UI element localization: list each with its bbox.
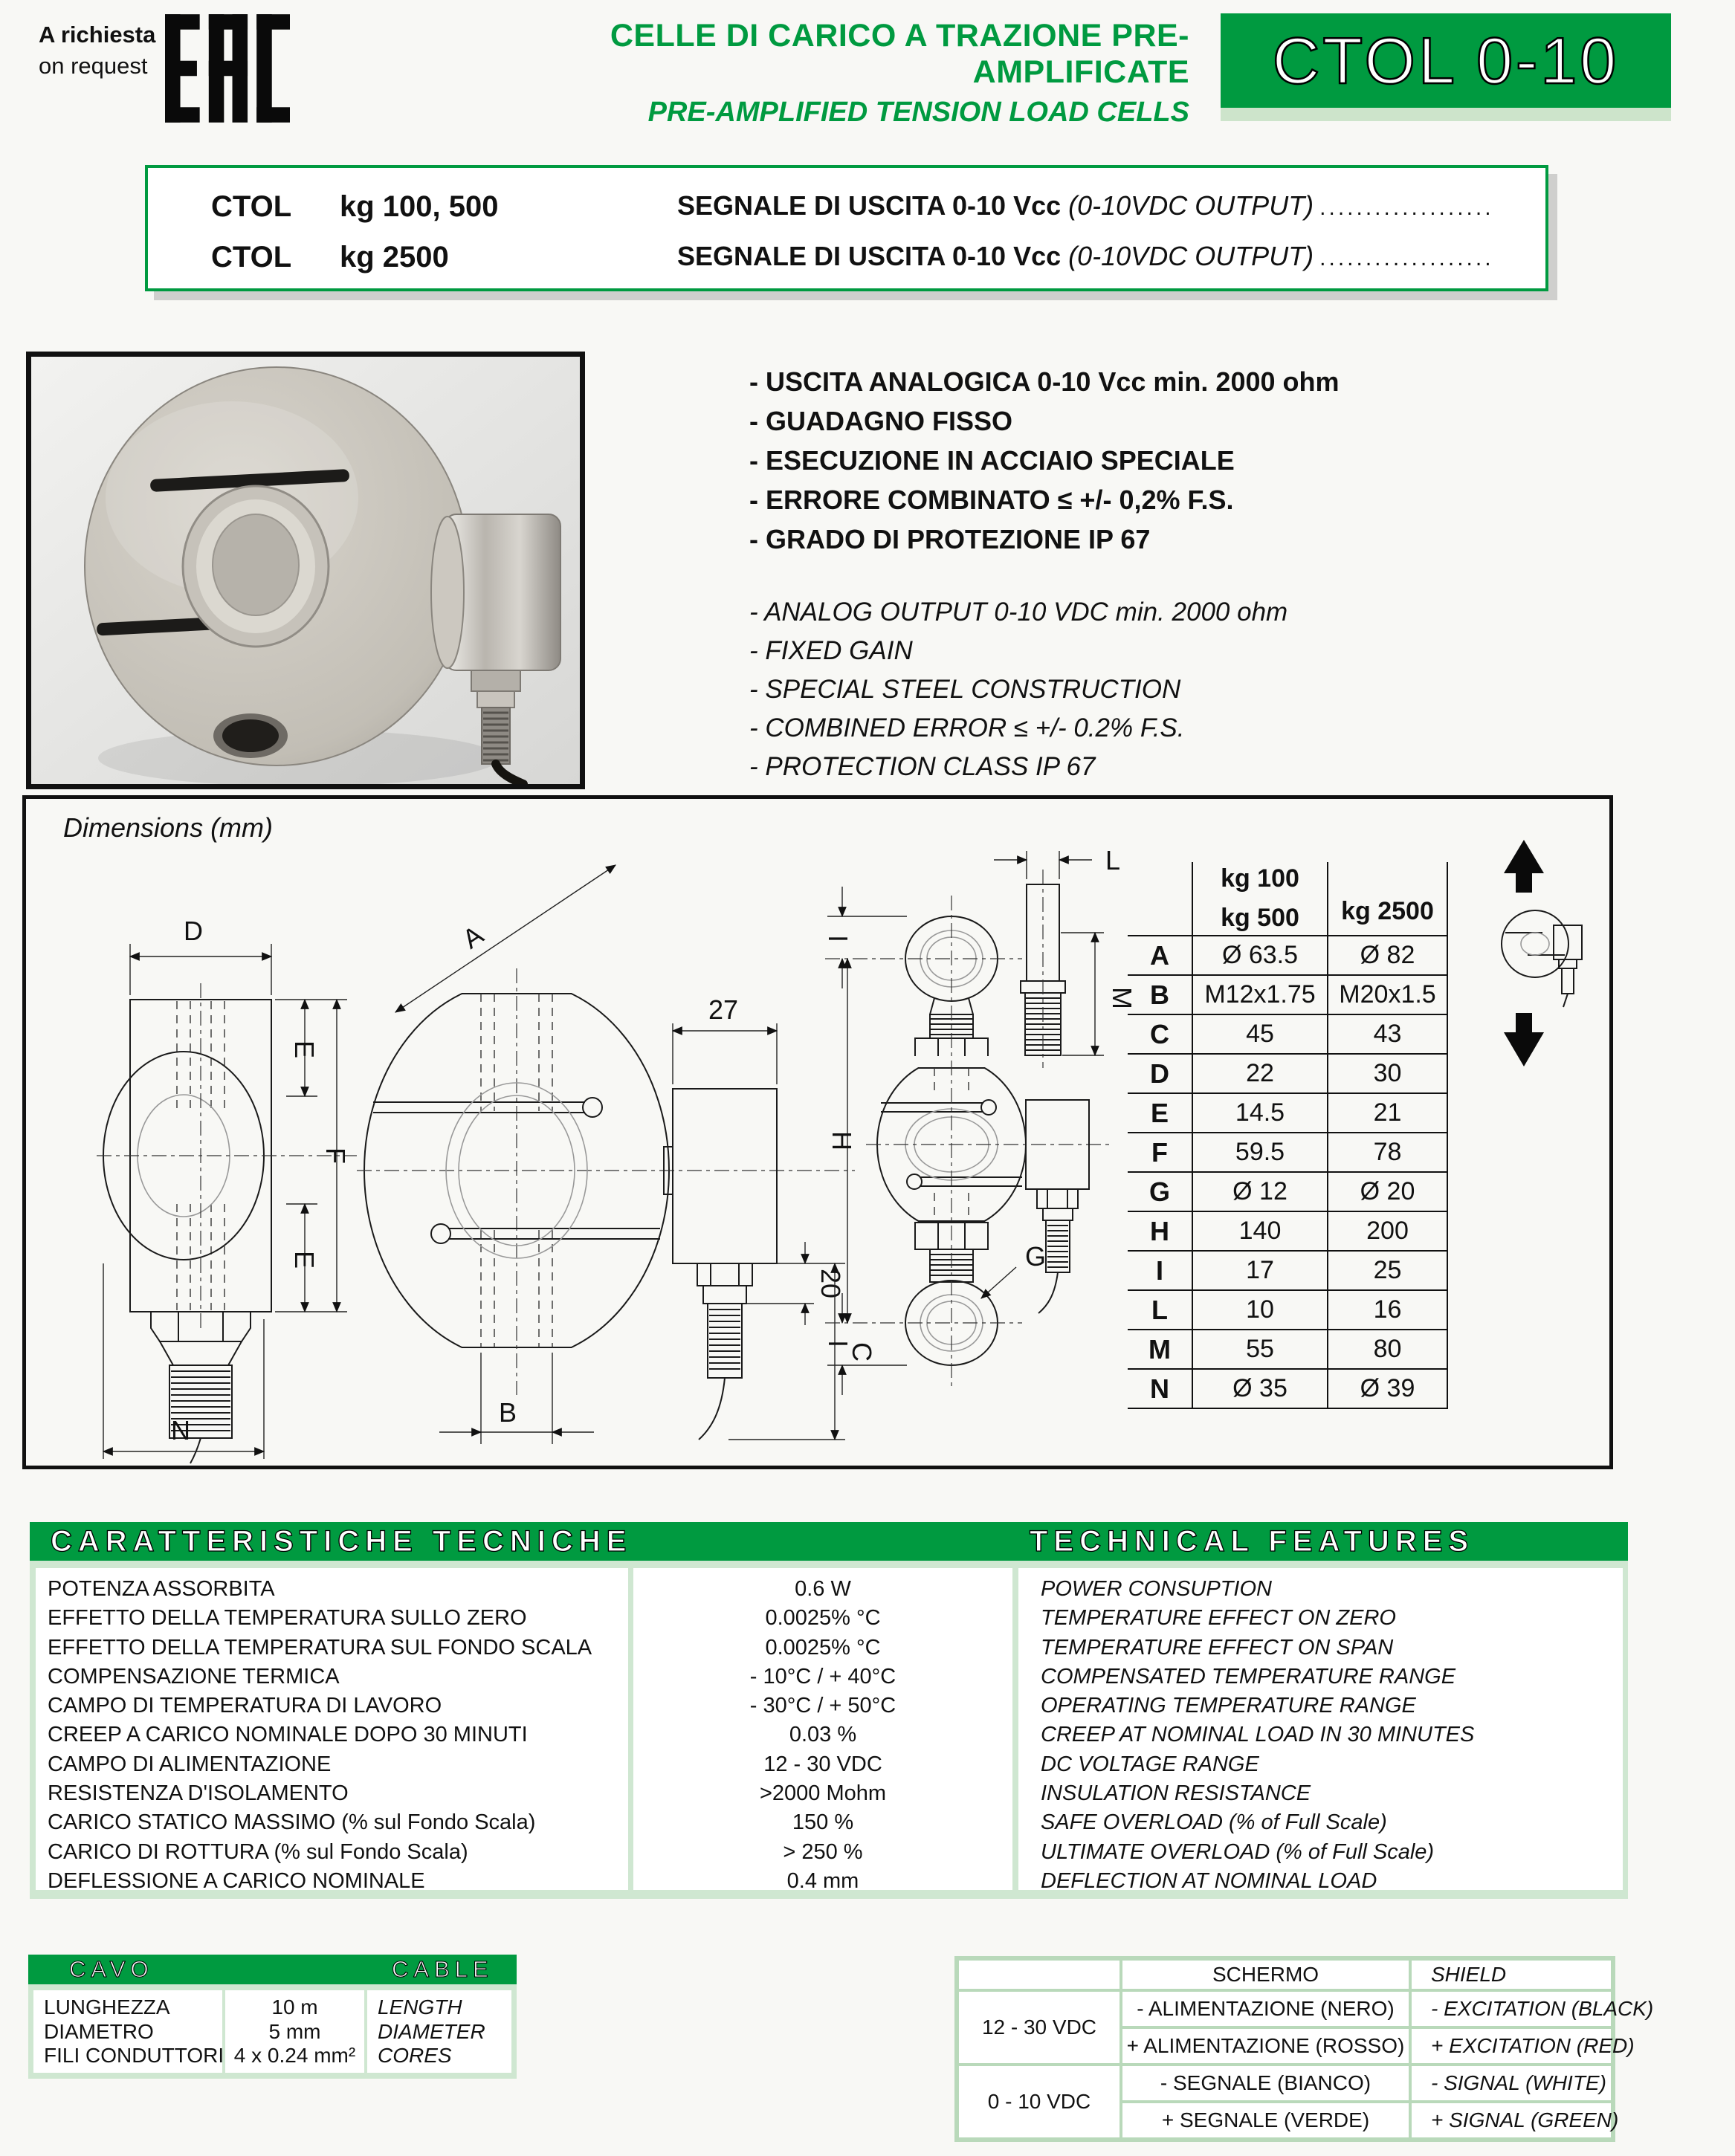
wiring-cell-en: - EXCITATION (BLACK): [1412, 1992, 1611, 2026]
dim-label-c: C: [847, 1342, 877, 1362]
dim-value: 140: [1192, 1212, 1327, 1252]
tech-values: [633, 1568, 1012, 1890]
tech-label-en: DC VOLTAGE RANGE: [1041, 1752, 1259, 1776]
dim-row-label: M: [1128, 1330, 1192, 1370]
cable-label-en: CORES: [378, 2044, 452, 2067]
feature-item: - GRADO DI PROTEZIONE IP 67: [749, 524, 1151, 554]
dim-label-h: H: [827, 1131, 857, 1150]
cable-header-en: CABLE: [392, 1956, 494, 1982]
cable-label-en: LENGTH: [378, 1995, 462, 2019]
dim-value: Ø 12: [1192, 1173, 1327, 1212]
leader-dots: ...................: [1319, 246, 1494, 271]
cable-header-bar: [28, 1955, 517, 1984]
dim-label-n: N: [171, 1415, 190, 1446]
front-view-drawing: [357, 865, 877, 1444]
dim-value: 80: [1327, 1330, 1448, 1370]
dim-value: Ø 35: [1192, 1370, 1327, 1409]
tech-label: CARICO DI ROTTURA (% sul Fondo Scala): [48, 1839, 468, 1864]
page-title-it: CELLE DI CARICO A TRAZIONE PRE-AMPLIFICATE: [610, 18, 1189, 90]
cable-label: FILI CONDUTTORI: [44, 2044, 224, 2067]
tech-label-en: CREEP AT NOMINAL LOAD IN 30 MINUTES: [1041, 1723, 1475, 1747]
wiring-header-schermo: SCHERMO: [1122, 1961, 1409, 1989]
feature-item: - SPECIAL STEEL CONSTRUCTION: [749, 675, 1181, 704]
feature-item: - PROTECTION CLASS IP 67: [749, 752, 1096, 781]
dimensions-label: Dimensions (mm): [63, 812, 274, 843]
dim-row-label: I: [1128, 1252, 1192, 1291]
tech-value: - 10°C / + 40°C: [749, 1664, 896, 1689]
cable-value: 4 x 0.24 mm²: [233, 2044, 356, 2067]
dim-row-label: L: [1128, 1291, 1192, 1330]
dim-value: 78: [1327, 1133, 1448, 1173]
tech-label-en: DEFLECTION AT NOMINAL LOAD: [1041, 1868, 1377, 1890]
dim-row-label: B: [1128, 976, 1192, 1015]
tech-label: CAMPO DI ALIMENTAZIONE: [48, 1752, 332, 1776]
dim-value: 14.5: [1192, 1094, 1327, 1133]
page-title-en: PRE-AMPLIFIED TENSION LOAD CELLS: [647, 97, 1189, 128]
dim-label-l: L: [1105, 845, 1121, 875]
signal-text-en: (0-10VDC OUTPUT): [1068, 190, 1314, 221]
features-english: [749, 593, 1287, 786]
tech-label-en: SAFE OVERLOAD (% of Full Scale): [1041, 1810, 1387, 1835]
dim-value: Ø 82: [1327, 936, 1448, 976]
tech-value: 0.4 mm: [786, 1868, 859, 1890]
cable-value: 10 m: [271, 1995, 318, 2019]
dim-row-label: G: [1128, 1173, 1192, 1212]
dimensions-section: [22, 795, 1613, 1469]
side-view-drawing: [97, 916, 357, 1463]
dim-label-27: 27: [708, 994, 739, 1025]
wiring-cell-en: - SIGNAL (WHITE): [1412, 2066, 1611, 2100]
tech-value: 0.6 W: [795, 1577, 851, 1601]
tech-label-en: INSULATION RESISTANCE: [1041, 1781, 1311, 1806]
dim-value: Ø 63.5: [1192, 936, 1327, 976]
tech-label: COMPENSAZIONE TERMICA: [48, 1664, 340, 1689]
dim-value: 16: [1327, 1291, 1448, 1330]
dim-label-20: 20: [815, 1268, 846, 1299]
cable-label: LUNGHEZZA: [44, 1995, 170, 2019]
dim-value: 43: [1327, 1015, 1448, 1055]
product-photo: [26, 352, 585, 789]
dim-value: M12x1.75: [1192, 976, 1327, 1015]
wiring-header-empty: [959, 1961, 1119, 1989]
eac-logo: [165, 10, 290, 126]
tech-label-en: ULTIMATE OVERLOAD (% of Full Scale): [1041, 1839, 1435, 1864]
wiring-cell-en: + SIGNAL (GREEN): [1412, 2103, 1611, 2137]
tech-header-en: TECHNICAL FEATURES: [1030, 1524, 1475, 1558]
cable-labels-italian: [33, 1990, 222, 2073]
dim-label-b: B: [498, 1397, 517, 1428]
wiring-table: [954, 1956, 1654, 2142]
assembly-drawing: [823, 887, 1111, 1395]
features-italian: [749, 362, 1340, 559]
tech-label: CARICO STATICO MASSIMO (% sul Fondo Scala): [48, 1810, 536, 1835]
request-line-en: on request: [39, 53, 148, 79]
dim-header-empty: [1128, 862, 1192, 936]
dim-value: 22: [1192, 1055, 1327, 1094]
tech-label: POTENZA ASSORBITA: [48, 1577, 275, 1601]
dim-value: 21: [1327, 1094, 1448, 1133]
load-cell-photo-illustration: [31, 357, 580, 784]
feature-item: - GUADAGNO FISSO: [749, 406, 1013, 436]
tech-value: >2000 Mohm: [759, 1781, 887, 1806]
cable-value: 5 mm: [268, 2019, 321, 2043]
wiring-group-output: 0 - 10 VDC: [959, 2066, 1119, 2137]
tech-value: 0.0025% °C: [765, 1635, 881, 1660]
cable-section: [28, 1955, 517, 2079]
col-header: kg 2500: [1341, 897, 1434, 925]
feature-item: - ANALOG OUTPUT 0-10 VDC min. 2000 ohm: [749, 598, 1288, 627]
product-row: [148, 190, 1545, 226]
tech-label: EFFETTO DELLA TEMPERATURA SULLO ZERO: [48, 1606, 527, 1631]
dim-value: 10: [1192, 1291, 1327, 1330]
dim-label-e-top: E: [289, 1040, 320, 1059]
feature-item: - FIXED GAIN: [749, 636, 913, 665]
dim-row-label: A: [1128, 936, 1192, 976]
request-line-it: A richiesta: [39, 22, 156, 48]
tech-header-it: CARATTERISTICHE TECNICHE: [51, 1524, 633, 1558]
cable-values: [225, 1990, 364, 2073]
model-badge-label: CTOL 0-10: [1272, 23, 1620, 97]
tech-label: EFFETTO DELLA TEMPERATURA SUL FONDO SCALA: [48, 1635, 592, 1660]
model-badge-strip: [1221, 108, 1671, 121]
dim-label-i-top: I: [823, 934, 853, 943]
wiring-cell-it: - SEGNALE (BIANCO): [1122, 2066, 1409, 2100]
on-request-note: [39, 19, 155, 82]
cable-label: DIAMETRO: [44, 2019, 154, 2043]
tech-labels-english: [1018, 1568, 1623, 1890]
tech-label-en: OPERATING TEMPERATURE RANGE: [1041, 1694, 1416, 1718]
tech-label-en: COMPENSATED TEMPERATURE RANGE: [1041, 1664, 1456, 1689]
tech-label: CREEP A CARICO NOMINALE DOPO 30 MINUTI: [48, 1723, 528, 1747]
dim-header-kg100-500: [1192, 862, 1327, 936]
dim-label-g: G: [1025, 1241, 1047, 1272]
cable-label-en: DIAMETER: [378, 2019, 485, 2043]
col-header: kg 100: [1221, 864, 1299, 893]
tech-value: > 250 %: [783, 1839, 863, 1864]
model-badge: [1221, 13, 1671, 108]
wiring-group-supply: 12 - 30 VDC: [959, 1992, 1119, 2063]
feature-item: - ESECUZIONE IN ACCIAIO SPECIALE: [749, 445, 1235, 476]
product-code-box: [145, 165, 1548, 291]
product-capacity: kg 2500: [340, 241, 449, 273]
tech-label: RESISTENZA D'ISOLAMENTO: [48, 1781, 349, 1806]
dim-label-m: M: [1107, 987, 1137, 1009]
dim-row-label: C: [1128, 1015, 1192, 1055]
cable-header-it: CAVO: [69, 1956, 154, 1982]
product-signal: [677, 190, 1494, 221]
dim-value: M20x1.5: [1327, 976, 1448, 1015]
tech-header-bar: [30, 1522, 1628, 1561]
feature-item: - USCITA ANALOGICA 0-10 Vcc min. 2000 ohm: [749, 366, 1340, 397]
dim-label-e-bottom: E: [289, 1250, 320, 1269]
dim-row-label: F: [1128, 1133, 1192, 1173]
dim-label-d: D: [184, 916, 203, 946]
product-capacity: kg 100, 500: [340, 190, 499, 223]
dim-label-f: F: [320, 1147, 351, 1164]
signal-text-it: SEGNALE DI USCITA 0-10 Vcc: [677, 190, 1062, 221]
wiring-cell-en: + EXCITATION (RED): [1412, 2029, 1611, 2063]
product-model: CTOL: [211, 190, 292, 223]
tech-label-en: TEMPERATURE EFFECT ON ZERO: [1041, 1606, 1396, 1631]
dim-value: 30: [1327, 1055, 1448, 1094]
dim-value: Ø 39: [1327, 1370, 1448, 1409]
dim-row-label: N: [1128, 1370, 1192, 1409]
dim-value: 55: [1192, 1330, 1327, 1370]
tech-value: 0.03 %: [789, 1723, 857, 1747]
wiring-header-shield: SHIELD: [1412, 1961, 1611, 1989]
tech-labels-italian: [36, 1568, 628, 1890]
product-model: CTOL: [211, 241, 292, 273]
product-signal: [677, 241, 1494, 272]
load-direction-icon: [1502, 840, 1582, 1066]
wiring-cell-it: + SEGNALE (VERDE): [1122, 2103, 1409, 2137]
col-header: kg 500: [1221, 904, 1299, 932]
tech-label-en: TEMPERATURE EFFECT ON SPAN: [1041, 1635, 1394, 1660]
dim-value: 200: [1327, 1212, 1448, 1252]
dim-row-label: D: [1128, 1055, 1192, 1094]
tech-value: 0.0025% °C: [765, 1606, 881, 1631]
dim-value: Ø 20: [1327, 1173, 1448, 1212]
rod-end-detail: [994, 845, 1137, 1068]
feature-item: - ERRORE COMBINATO ≤ +/- 0,2% F.S.: [749, 485, 1234, 515]
wiring-cell-it: + ALIMENTAZIONE (ROSSO): [1122, 2029, 1409, 2063]
product-row: [148, 241, 1545, 276]
dim-row-label: H: [1128, 1212, 1192, 1252]
tech-label: DEFLESSIONE A CARICO NOMINALE: [48, 1868, 425, 1890]
tech-value: 12 - 30 VDC: [763, 1752, 882, 1776]
dimensions-table: [1128, 862, 1448, 1409]
dim-row-label: E: [1128, 1094, 1192, 1133]
tech-value: 150 %: [792, 1810, 854, 1835]
wiring-cell-it: - ALIMENTAZIONE (NERO): [1122, 1992, 1409, 2026]
cable-labels-english: [367, 1990, 511, 2073]
dim-value: 45: [1192, 1015, 1327, 1055]
dim-value: 17: [1192, 1252, 1327, 1291]
feature-item: - COMBINED ERROR ≤ +/- 0.2% F.S.: [749, 713, 1185, 742]
signal-text-it: SEGNALE DI USCITA 0-10 Vcc: [677, 241, 1062, 271]
dim-value: 59.5: [1192, 1133, 1327, 1173]
leader-dots: ...................: [1319, 195, 1494, 220]
dim-value: 25: [1327, 1252, 1448, 1291]
tech-value: - 30°C / + 50°C: [749, 1694, 896, 1718]
tech-label-en: POWER CONSUPTION: [1041, 1577, 1272, 1601]
dim-header-kg2500: [1327, 862, 1448, 936]
page-title: [416, 18, 1189, 129]
dim-label-a: A: [456, 919, 489, 955]
signal-text-en: (0-10VDC OUTPUT): [1068, 241, 1314, 271]
dim-label-i-bottom: I: [823, 1339, 853, 1348]
tech-label: CAMPO DI TEMPERATURA DI LAVORO: [48, 1694, 442, 1718]
technical-characteristics-section: [30, 1522, 1628, 1899]
